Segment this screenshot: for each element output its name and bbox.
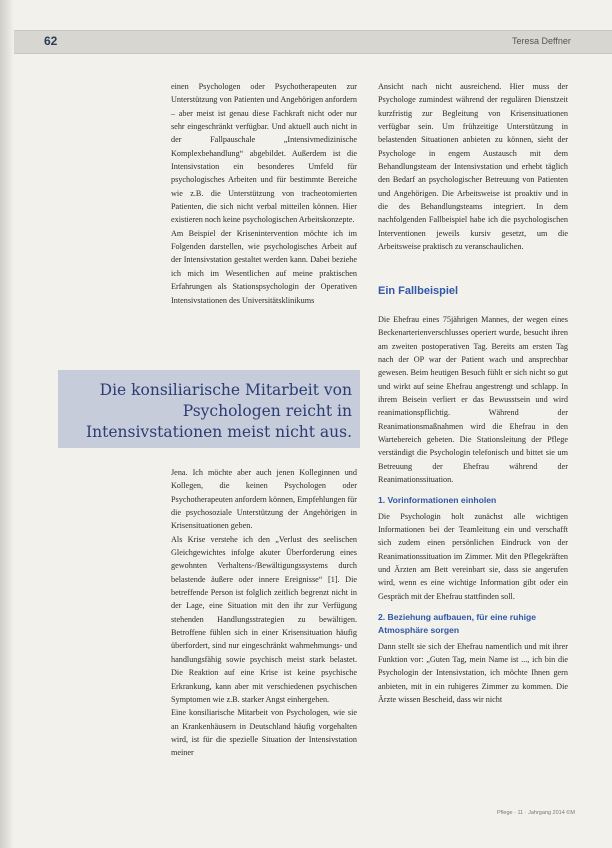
right-column: [378, 80, 568, 706]
body-paragraph: Dann stellt sie sich der Ehefrau namentlich und mit ihrer Funktion vor: „Guten Tag, mein Name ist ..., ich bin die Psychologin der Intensivstation, ich möchte Ihnen gern anbieten, mit in ein ruhigeres Zimmer zu kommen. Die Ärzte wissen Bescheid, dass wir nicht: [378, 641, 568, 705]
body-paragraph: Eine konsiliarische Mitarbeit von Psychologen, wie sie an Krankenhäusern in Deutschland häufig vorgehalten wird, ist für die spezielle Situation der Intensivstation meiner: [171, 708, 357, 758]
running-header-author: Teresa Deffner: [512, 36, 571, 46]
pull-quote: Die konsiliarische Mitarbeit von Psychologen reicht in Intensivstationen meist nicht aus.: [86, 381, 352, 441]
body-paragraph: Am Beispiel der Krisenintervention möchte ich im Folgenden darstellen, wie psychologisches Arbeit auf der Intensivstation gestaltet werden kann. Dabei beziehe ich mich im Wesentlichen auf meine praktischen Erfahrungen als Stationspsychologin der Operativen Intensivstationen des Universitätsklinikums: [171, 228, 357, 305]
step-heading-2: 2. Beziehung aufbauen, für eine ruhige Atmosphäre sorgen: [378, 612, 537, 636]
section-heading: Ein Fallbeispiel: [378, 285, 459, 298]
left-column-top: [171, 80, 357, 307]
page-number: 62: [44, 34, 58, 48]
body-paragraph: Jena. Ich möchte aber auch jenen Kolleginnen und Kollegen, die keinen Psychologen oder Psychotherapeuten anfordern können, Empfehlungen für die psychosoziale Unterstützung der Angehörigen in Krisensituationen geben.: [171, 468, 357, 531]
left-column-bottom: [171, 466, 357, 760]
step-heading-1: 1. Vorinformationen einholen: [378, 495, 497, 506]
body-paragraph: Als Krise verstehe ich den „Verlust des seelischen Gleichgewichtes infolge akuter Überforderung eines gewohnten Verhaltens-/Bewältigungssystems durch belastende äußere oder innere Ereignisse“ [1]. Die betreffende Person ist folglich zeitlich begrenzt nicht in der Lage, eine Situation mit den ihr zur Verfügung stehenden Handlungsstrategien zu bewältigen. Betroffene fühlen sich in einer Krisensituation häufig überfordert, sind nur eingeschränkt wahrnehmungs- und handlungsfähig sowie psychisch meist stark belastet. Die Reaktion auf eine Krise ist keine psychische Erkrankung, kann aber mit verschiedenen psychischen Symptomen wie z.B. starker Angst einhergehen.: [171, 534, 357, 704]
body-paragraph: Die Psychologin holt zunächst alle wichtigen Informationen bei der Teamleitung ein und verschafft sich zudem einen persönlichen Eindruck von der Reanimationssituation im Zimmer. Mit den Pflegekräften und Ärzten am Bett vereinbart sie, dass sie angerufen wird, wenn es eine wichtige Information gibt oder ein Gespräch mit der Ehefrau stattfinden soll.: [378, 511, 568, 601]
page-footer: Pflege · 11 · Jahrgang 2014 ©M: [497, 810, 575, 816]
page-gutter-shadow: [0, 0, 14, 848]
body-paragraph: Die Ehefrau eines 75jährigen Mannes, der wegen eines Beckenarterienverschlusses operiert wurde, besucht ihren am zweiten postoperativen Tag. Bereits am ersten Tag nach der OP war der Patient wach und ansprechbar gewesen. Beim heutigen Besuch fühlt er sich nicht so gut und wirkt auf seine Ehefrau angestrengt und schlapp. In ihrem Beisein verliert er das Bewusstsein und wird reanimationspflichtig. Während der Reanimationsmaßnahmen wird die Ehefrau in den Wartebereich gebeten. Die Stationsleitung der Pflege verständigt die Psychologin telefonisch und bittet sie um Betreuung der Ehefrau während der Reanimationssituation.: [378, 314, 568, 484]
body-paragraph: einen Psychologen oder Psychotherapeuten zur Unterstützung von Patienten und Angehörigen anfordern – aber meist ist genau diese Fachkraft nicht oder nur sehr eingeschränkt verfügbar. Und aktuell auch nicht in der Fallpauschale „Intensivmedizinische Komplexbehandlung“ abgebildet. Außerdem ist die Intensivstation ein besonderes Umfeld für psychologisches Arbeiten und für bestimmte Bereiche wie z.B. die Unterstützung von tracheotomierten Patienten, die sich nicht verbal mitteilen können. Hier existieren noch keine psychologischen Arbeitskonzepte.: [171, 82, 357, 225]
body-paragraph: Ansicht nach nicht ausreichend. Hier muss der Psychologe zumindest während der regulären Dienstzeit kurzfristig zur Begleitung von Krisensituationen verfügbar sein. Um frühzeitige Unterstützung in belastenden Situationen anbieten zu können, sieht der Psychologe in engem Austausch mit dem Behandlungsteam der Intensivstation und erhebt täglich den Bedarf an psychologischer Betreuung von Patienten und Angehörigen. Die Arbeitsweise ist proaktiv und in die des Behandlungsteams integriert. In dem nachfolgenden Fallbeispiel habe ich die psychologischen Interventionen jeweils kursiv gesetzt, um die Arbeitsweise praktisch zu veranschaulichen.: [378, 82, 568, 252]
